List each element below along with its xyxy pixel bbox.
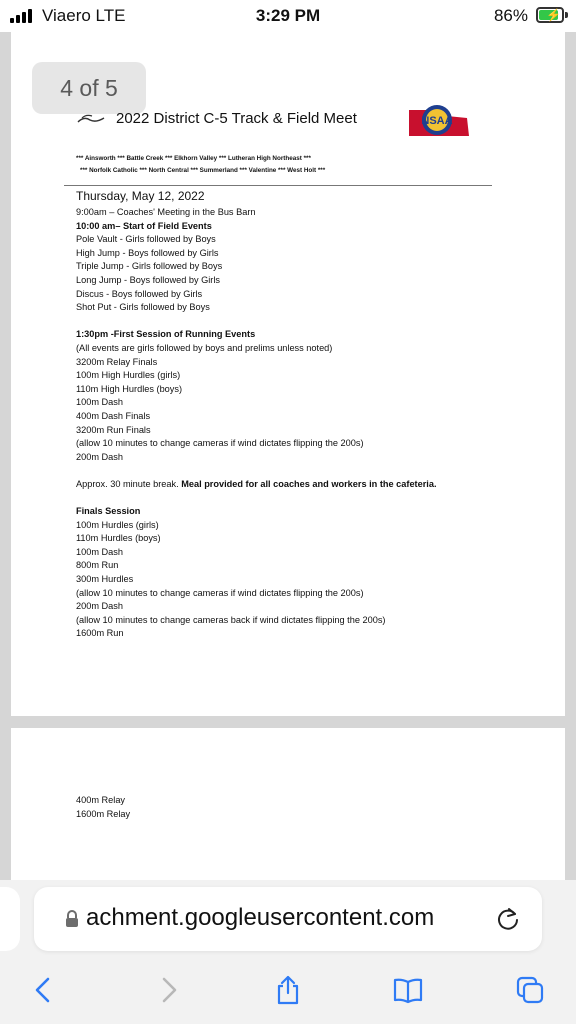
schedule-line: 200m Dash	[76, 451, 123, 462]
document-title: 2022 District C-5 Track & Field Meet	[116, 110, 357, 127]
schedule-line: Pole Vault - Girls followed by Boys	[76, 234, 216, 245]
schedule-line: 110m Hurdles (boys)	[76, 533, 161, 544]
schools-line-2: *** Norfolk Catholic *** North Central *** Summerland *** Valentine *** West Holt ***	[80, 167, 326, 174]
schedule-line: 1600m Run	[76, 628, 124, 639]
lock-icon	[64, 910, 80, 928]
schedule-line: Shot Put - Girls followed by Boys	[76, 302, 210, 313]
schedule-line: 3200m Relay Finals	[76, 356, 158, 367]
browser-toolbar	[0, 960, 576, 1024]
forward-chevron-icon	[152, 974, 184, 1006]
schedule-line: 200m Dash	[76, 601, 123, 612]
document-viewer[interactable]	[0, 32, 576, 880]
page-indicator: 4 of 5	[32, 62, 146, 114]
schedule-line: Discus - Boys followed by Girls	[76, 288, 203, 299]
document-header	[76, 110, 357, 127]
schedule-line: 9:00am – Coaches' Meeting in the Bus Barn	[76, 207, 256, 217]
schedule-note: (allow 10 minutes to change cameras back if wind dictates flipping the 200s)	[76, 614, 386, 625]
schools-list	[76, 153, 456, 177]
schedule-line: 400m Relay	[76, 795, 126, 805]
forward-button[interactable]	[148, 970, 188, 1010]
share-icon	[272, 974, 304, 1006]
back-button[interactable]	[24, 970, 64, 1010]
tabs-icon	[514, 974, 546, 1006]
schedule-note: (allow 10 minutes to change cameras if wind dictates flipping the 200s)	[76, 438, 364, 449]
break-note	[76, 478, 437, 492]
carrier-label: Viaero LTE	[42, 6, 126, 25]
schedule-line: 800m Run	[76, 560, 119, 571]
reload-icon[interactable]	[494, 905, 522, 933]
schedule-body	[76, 206, 437, 641]
schedule-line: 300m Hurdles	[76, 574, 134, 585]
share-button[interactable]	[268, 970, 308, 1010]
nsaa-logo	[407, 102, 471, 140]
section-heading: 1:30pm -First Session of Running Events	[76, 329, 256, 340]
running-shoe-icon	[76, 112, 106, 126]
meal-note: Meal provided for all coaches and workers in the cafeteria.	[181, 478, 437, 489]
header-divider	[64, 185, 492, 186]
schedule-line: 100m Dash	[76, 546, 123, 557]
schedule-note: (All events are girls followed by boys and prelims unless noted)	[76, 342, 333, 353]
battery-cap	[565, 12, 568, 18]
page-5-body	[76, 794, 130, 821]
previous-tab-peek[interactable]	[0, 887, 20, 951]
url-text[interactable]: achment.googleusercontent.com	[86, 904, 435, 931]
battery-charging-icon: ⚡	[536, 7, 564, 23]
schedule-line: Triple Jump - Girls followed by Boys	[76, 261, 223, 272]
status-bar	[0, 0, 576, 32]
schedule-line: 400m Dash Finals	[76, 410, 151, 421]
tabs-button[interactable]	[510, 970, 550, 1010]
bookmarks-button[interactable]	[388, 970, 428, 1010]
schedule-line: 110m High Hurdles (boys)	[76, 383, 183, 394]
schedule-line: 100m Dash	[76, 397, 123, 408]
schedule-line: 1600m Relay	[76, 808, 131, 819]
schedule-line: Long Jump - Boys followed by Girls	[76, 274, 220, 285]
bookmarks-icon	[392, 974, 424, 1006]
schedule-note: (allow 10 minutes to change cameras if wind dictates flipping the 200s)	[76, 587, 364, 598]
schedule-line: High Jump - Boys followed by Girls	[76, 247, 219, 258]
break-text: Approx. 30 minute break.	[76, 478, 182, 489]
event-date: Thursday, May 12, 2022	[76, 189, 205, 203]
section-heading: 10:00 am– Start of Field Events	[76, 220, 212, 231]
clock: 3:29 PM	[255, 6, 321, 25]
battery-percent: 86%	[493, 6, 528, 25]
schedule-line: 100m High Hurdles (girls)	[76, 370, 181, 381]
logo-lettering: NSAA	[421, 115, 453, 127]
address-bar[interactable]	[34, 887, 542, 951]
back-chevron-icon	[28, 974, 60, 1006]
schedule-line: 3200m Run Finals	[76, 424, 151, 435]
schedule-line: 100m Hurdles (girls)	[76, 519, 159, 530]
schools-line-1: *** Ainsworth *** Battle Creek *** Elkhorn Valley *** Lutheran High Northeast ***	[76, 155, 311, 162]
section-heading: Finals Session	[76, 506, 141, 517]
